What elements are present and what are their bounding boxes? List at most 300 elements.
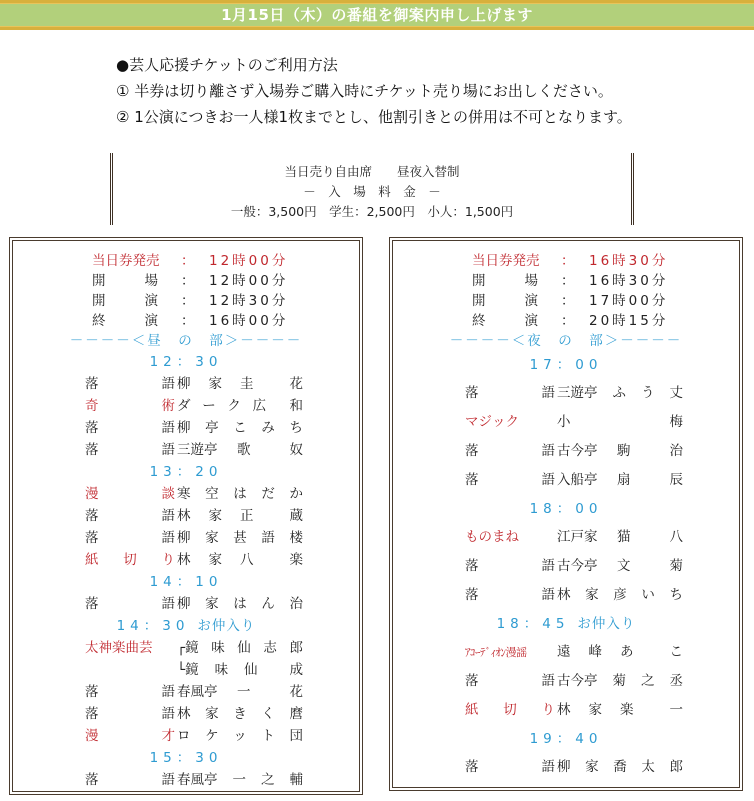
genre-char: 語	[161, 706, 175, 722]
act-genre	[465, 408, 555, 437]
name-char: 彦	[613, 587, 627, 603]
act-row	[13, 593, 359, 615]
name-char: 江戸家	[557, 529, 598, 545]
notice-heading: ●芸人応援チケットのご利用方法	[116, 56, 338, 74]
time-colon: ：	[561, 293, 575, 309]
name-char: 治	[289, 596, 303, 612]
performer-name	[177, 505, 303, 527]
time-colon: ：	[561, 253, 575, 269]
ticket-notice	[116, 52, 632, 130]
name-char: ッ	[233, 728, 247, 744]
page-banner	[0, 0, 754, 30]
act-genre	[465, 753, 555, 782]
genre-char: 落	[85, 508, 99, 524]
name-char: 丞	[669, 673, 683, 689]
performer-name	[177, 681, 303, 703]
performer-name	[557, 379, 683, 408]
performer-name	[177, 439, 303, 461]
name-char: 家	[208, 376, 222, 392]
performer-name	[557, 581, 683, 610]
genre-char: 語	[541, 587, 555, 603]
timeslot-header	[393, 351, 739, 379]
act-genre	[465, 466, 555, 495]
act-genre	[85, 527, 175, 549]
performer-name	[177, 483, 303, 505]
name-char: 家	[588, 702, 602, 718]
name-char: 柳	[177, 530, 191, 546]
act-row	[13, 549, 359, 571]
genre-char: 漫	[85, 486, 99, 502]
label-char: 開	[472, 293, 486, 309]
name-char: ロ	[177, 728, 191, 744]
name-char: ち	[669, 587, 683, 603]
name-char: 家	[208, 552, 222, 568]
name-char: 扇	[617, 472, 631, 488]
name-char: 菊	[669, 558, 683, 574]
performer-name	[177, 417, 303, 439]
performer-name	[557, 552, 683, 581]
name-char: 林	[177, 508, 191, 524]
time-label	[92, 271, 158, 291]
name-char: 家	[585, 759, 599, 775]
name-char: 家	[585, 587, 599, 603]
slot-time: 14：30	[116, 618, 190, 634]
name-char: 蔵	[289, 508, 303, 524]
performer-name	[557, 696, 683, 725]
name-char: 八	[240, 552, 254, 568]
name-char: 郎	[289, 640, 303, 656]
name-char: 一	[232, 772, 246, 788]
name-char: 柳	[557, 759, 571, 775]
timeslot-header	[13, 747, 359, 769]
act-row	[393, 466, 739, 495]
time-row	[13, 311, 359, 331]
act-row	[393, 437, 739, 466]
name-char: 正	[240, 508, 254, 524]
genre-char: 術	[161, 398, 175, 414]
act-genre	[85, 483, 175, 505]
label-char: 演	[144, 313, 158, 329]
name-char: 三遊亭	[177, 442, 218, 458]
act-row	[13, 417, 359, 439]
time-label	[472, 271, 538, 291]
name-char: 古今亭	[557, 443, 598, 459]
name-char: あ	[620, 644, 634, 660]
genre-char: ものまね	[465, 529, 519, 545]
performer-name	[557, 667, 683, 696]
genre-char: り	[161, 552, 175, 568]
name-char: 駒	[617, 443, 631, 459]
time-value: 12時30分	[209, 293, 289, 309]
act-genre	[465, 552, 555, 581]
act-genre	[465, 581, 555, 610]
act-row	[13, 483, 359, 505]
performer-name	[177, 593, 303, 615]
genre-char: 語	[541, 673, 555, 689]
act-genre	[85, 373, 175, 395]
act-genre	[85, 549, 175, 571]
section-header: －－－－＜昼 の 部＞－－－－	[69, 333, 303, 349]
name-char: 家	[205, 596, 219, 612]
genre-char: 紙	[465, 702, 479, 718]
genre-char: 語	[161, 376, 175, 392]
name-char: か	[289, 486, 303, 502]
name-char: ダ	[177, 398, 191, 414]
slot-time: 12：30	[149, 354, 223, 370]
name-char: 遠	[557, 644, 571, 660]
name-char: 之	[261, 772, 275, 788]
genre-char: 落	[465, 443, 479, 459]
time-colon: ：	[181, 253, 195, 269]
genre-char: 語	[541, 472, 555, 488]
name-char: 春風亭	[177, 772, 218, 788]
timeslot-header	[393, 495, 739, 523]
name-char: ふ	[612, 385, 626, 401]
performer-name	[557, 638, 683, 667]
genre-char: 語	[161, 596, 175, 612]
timeslot-header	[13, 615, 359, 637]
name-char: 三遊亭	[557, 385, 598, 401]
time-colon: ：	[181, 273, 195, 289]
name-char: ケ	[205, 728, 219, 744]
name-char: 団	[289, 728, 303, 744]
act-row	[13, 681, 359, 703]
name-char: 甚	[233, 530, 247, 546]
slot-time: 17：00	[529, 357, 603, 373]
time-value: 20時15分	[589, 313, 669, 329]
banner-title: 1月15日（木）の番組を御案内申し上げます	[221, 6, 533, 24]
timeslot-header	[13, 571, 359, 593]
time-row	[13, 251, 359, 271]
act-row	[13, 527, 359, 549]
name-char: 之	[641, 673, 655, 689]
act-row	[13, 769, 359, 791]
schedule-times	[13, 251, 359, 331]
performer-name	[177, 637, 303, 659]
genre-char: 語	[541, 759, 555, 775]
act-row	[393, 523, 739, 552]
time-row	[393, 291, 739, 311]
slot-time: 19：40	[529, 731, 603, 747]
name-char: 味	[214, 662, 229, 678]
name-char: 太	[641, 759, 655, 775]
schedule-times	[393, 251, 739, 331]
name-char: 古今亭	[557, 673, 598, 689]
genre-char: 語	[161, 684, 175, 700]
name-char: 広	[252, 398, 267, 414]
act-row	[13, 395, 359, 417]
time-row	[13, 291, 359, 311]
genre-char: 語	[161, 772, 175, 788]
label-char: 券	[119, 253, 133, 269]
performer-name	[557, 437, 683, 466]
name-char: 一	[669, 702, 683, 718]
genre-char: 落	[465, 558, 479, 574]
time-value: 17時00分	[589, 293, 669, 309]
label-char: 開	[92, 273, 106, 289]
genre-char: 落	[85, 376, 99, 392]
genre-char: 落	[465, 385, 479, 401]
performer-name	[557, 466, 683, 495]
seating-info: 当日売り自由席 昼夜入替制	[284, 164, 460, 179]
genre-char: 語	[161, 508, 175, 524]
genre-char: 漫	[85, 728, 99, 744]
label-char: 開	[472, 273, 486, 289]
name-char: ん	[261, 596, 275, 612]
act-row	[13, 703, 359, 725]
time-value: 12時00分	[209, 253, 289, 269]
label-char: 演	[144, 293, 158, 309]
name-char: 辰	[669, 472, 683, 488]
name-char: 寒	[177, 486, 191, 502]
genre-char: 奇	[85, 398, 99, 414]
genre-char: マジック	[465, 414, 519, 430]
time-value: 12時00分	[209, 273, 289, 289]
genre-char: り	[541, 702, 555, 718]
genre-char: 落	[85, 684, 99, 700]
name-char: 春風亭	[177, 684, 218, 700]
name-char: 古今亭	[557, 558, 598, 574]
name-char: 柳	[177, 596, 191, 612]
performer-name	[557, 523, 683, 552]
slot-time: 14：10	[149, 574, 223, 590]
act-row	[13, 505, 359, 527]
genre-char: 語	[161, 530, 175, 546]
performer-name	[177, 725, 303, 747]
name-char: 輔	[289, 772, 303, 788]
label-char: 発	[512, 253, 526, 269]
name-char: 柳	[177, 376, 191, 392]
slot-time: 18：45	[496, 616, 570, 632]
name-char: 林	[177, 706, 191, 722]
label-char: 場	[524, 273, 538, 289]
name-char: 梅	[669, 414, 683, 430]
name-char: 文	[617, 558, 631, 574]
timeslot-header	[393, 610, 739, 638]
name-char: 柳	[177, 420, 191, 436]
act-genre	[465, 667, 555, 696]
act-row	[393, 638, 739, 667]
name-char: は	[233, 486, 247, 502]
act-row	[13, 659, 359, 681]
genre-char: 談	[161, 486, 175, 502]
act-row	[393, 408, 739, 437]
slot-time: 15：30	[149, 750, 223, 766]
name-char: 林	[557, 587, 571, 603]
name-char: 味	[211, 640, 225, 656]
night-program-panel	[389, 237, 743, 791]
fee-prices: 一般：3,500円 学生：2,500円 小人：1,500円	[230, 204, 514, 219]
name-char: 林	[177, 552, 191, 568]
name-char: 治	[669, 443, 683, 459]
name-char: ト	[261, 728, 275, 744]
time-row	[13, 271, 359, 291]
name-char: 菊	[612, 673, 626, 689]
label-char: 終	[92, 313, 106, 329]
slot-time: 18：00	[529, 501, 603, 517]
act-genre	[85, 681, 175, 703]
name-char: ー	[202, 398, 216, 414]
time-label	[472, 251, 538, 271]
name-char: 家	[205, 530, 219, 546]
act-row	[393, 379, 739, 408]
time-row	[393, 271, 739, 291]
name-char: 峰	[588, 644, 602, 660]
act-genre	[465, 638, 555, 667]
act-genre	[465, 379, 555, 408]
genre-char: 落	[85, 420, 99, 436]
name-char: 空	[205, 486, 219, 502]
name-char: 小	[557, 414, 571, 430]
slot-time: 13：20	[149, 464, 223, 480]
name-char: 喬	[613, 759, 627, 775]
name-char: 猫	[617, 529, 631, 545]
act-genre	[85, 439, 175, 461]
genre-char: 切	[503, 702, 517, 718]
label-char: 日	[485, 253, 499, 269]
name-char: 一	[237, 684, 251, 700]
act-row	[13, 373, 359, 395]
act-row	[393, 667, 739, 696]
name-char: こ	[669, 644, 683, 660]
act-genre	[85, 395, 175, 417]
performer-name	[557, 408, 683, 437]
label-char: 場	[144, 273, 158, 289]
time-label	[472, 291, 538, 311]
name-char: 八	[669, 529, 683, 545]
act-genre	[85, 725, 175, 747]
section-header: －－－－＜夜 の 部＞－－－－	[449, 333, 683, 349]
genre-char: 語	[161, 420, 175, 436]
name-char: 楽	[620, 702, 634, 718]
label-char: 当	[92, 253, 106, 269]
label-char: 発	[132, 253, 146, 269]
timeslot-header	[13, 351, 359, 373]
name-char: 花	[289, 376, 303, 392]
genre-char: 落	[465, 673, 479, 689]
time-colon: ：	[181, 293, 195, 309]
genre-char: 落	[85, 706, 99, 722]
genre-char: 落	[85, 772, 99, 788]
name-char: 楼	[289, 530, 303, 546]
act-genre	[85, 703, 175, 725]
genre-char: 落	[85, 596, 99, 612]
label-char: 終	[472, 313, 486, 329]
genre-char: 落	[465, 472, 479, 488]
performer-name	[177, 769, 303, 791]
genre-char: 落	[85, 530, 99, 546]
name-char: ┌鏡	[177, 640, 199, 656]
time-colon: ：	[561, 313, 575, 329]
name-char: 家	[208, 508, 222, 524]
genre-char: 語	[541, 385, 555, 401]
performer-name	[177, 395, 303, 417]
name-char: 亭	[205, 420, 219, 436]
day-program-panel	[9, 237, 363, 795]
act-genre	[85, 417, 175, 439]
name-char: 和	[289, 398, 303, 414]
slot-note: お仲入り	[577, 616, 636, 632]
genre-char: ｱｺｰﾃﾞｨｵﾝ漫謡	[465, 646, 527, 659]
name-char: 歌	[237, 442, 251, 458]
time-value: 16時30分	[589, 273, 669, 289]
time-colon: ：	[181, 313, 195, 329]
name-char: 丈	[669, 385, 683, 401]
act-genre	[85, 505, 175, 527]
act-row	[13, 725, 359, 747]
time-colon: ：	[561, 273, 575, 289]
label-char: 売	[146, 253, 160, 269]
label-char: 開	[92, 293, 106, 309]
label-char: 券	[499, 253, 513, 269]
name-char: 成	[289, 662, 303, 678]
timeslot-header	[393, 725, 739, 753]
genre-char: 才	[161, 728, 175, 744]
name-char: └鏡	[177, 662, 199, 678]
slot-note: お仲入り	[197, 618, 256, 634]
name-char: 麿	[289, 706, 303, 722]
admission-info	[110, 153, 634, 225]
fee-heading: － 入 場 料 金 －	[303, 184, 441, 199]
name-char: だ	[261, 486, 275, 502]
notice-item: ① 半券は切り離さず入場券ご購入時にチケット売り場にお出しください。	[116, 82, 613, 100]
label-char: 売	[526, 253, 540, 269]
performer-name	[177, 549, 303, 571]
name-char: み	[261, 420, 275, 436]
act-genre	[465, 523, 555, 552]
genre-char: 落	[85, 442, 99, 458]
act-row	[393, 696, 739, 725]
label-char: 当	[472, 253, 486, 269]
time-label	[92, 251, 158, 271]
name-char: 仙	[237, 640, 251, 656]
name-char: き	[233, 706, 247, 722]
act-genre	[465, 696, 555, 725]
label-char: 日	[105, 253, 119, 269]
time-row	[393, 311, 739, 331]
notice-item: ② 1公演につきお一人様1枚までとし、他割引きとの併用は不可となります。	[116, 108, 632, 126]
act-genre	[85, 769, 175, 791]
name-char: 入船亭	[557, 472, 598, 488]
name-char: ち	[289, 420, 303, 436]
name-char: 林	[557, 702, 571, 718]
name-char: 家	[205, 706, 219, 722]
act-genre	[85, 637, 175, 659]
act-row	[393, 581, 739, 610]
timeslot-header	[13, 461, 359, 483]
act-genre	[85, 593, 175, 615]
name-char: ク	[227, 398, 241, 414]
performer-name	[177, 527, 303, 549]
time-row	[393, 251, 739, 271]
time-label	[92, 311, 158, 331]
name-char: は	[233, 596, 247, 612]
name-char: 花	[289, 684, 303, 700]
genre-char: 落	[465, 587, 479, 603]
label-char: 演	[524, 313, 538, 329]
performer-name	[557, 753, 683, 782]
act-row	[13, 637, 359, 659]
time-label	[472, 311, 538, 331]
name-char: 語	[261, 530, 275, 546]
name-char: い	[641, 587, 655, 603]
time-label	[92, 291, 158, 311]
act-row	[393, 753, 739, 782]
name-char: 郎	[669, 759, 683, 775]
name-char: 仙	[244, 662, 258, 678]
genre-char: 太神楽曲芸	[85, 640, 153, 656]
performer-name	[177, 659, 303, 681]
